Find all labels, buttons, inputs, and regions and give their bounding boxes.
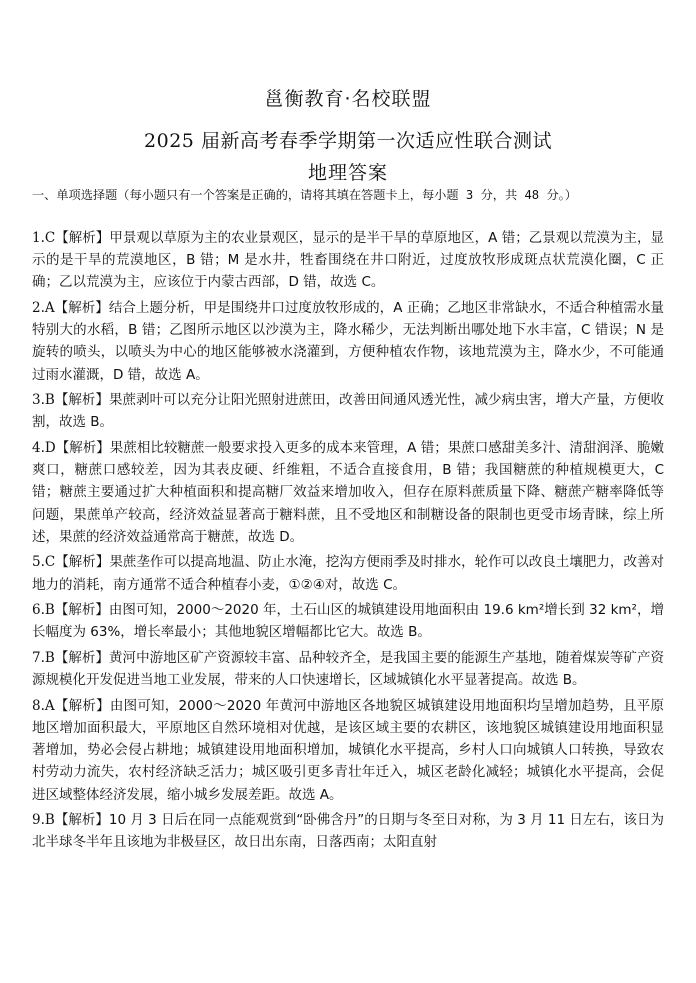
answer-number: 6.B — [32, 602, 55, 619]
organization-name: 邕衡教育·名校联盟 — [264, 88, 432, 110]
answer-number: 4.D — [32, 440, 56, 456]
answer-item — [32, 551, 664, 595]
answer-item — [32, 599, 664, 643]
answer-number: 5.C — [32, 554, 56, 571]
answer-item — [32, 695, 664, 806]
exam-title: 2025 届新高考春季学期第一次适应性联合测试 — [144, 130, 552, 152]
section-heading: 一、单项选择题（每小题只有一个答案是正确的，请将其填在答题卡上，每小题 3 分，共 48 分。） — [32, 188, 577, 202]
answer-number: 7.B — [32, 650, 55, 666]
answer-text: 【解析】结合上题分析，甲是围绕井口过度放牧形成的，A 正确；乙地区非常缺水，不适合种植需水量特别大的水稻，B 错；乙图所示地区以沙漠为主，降水稀少，无法判断出哪处地下水丰富，C 错误；N 是旋转的喷头，以喷头为中心的地区能够被水浇灌到，方便种植农作物，该地荒漠为主，降水少，不可能通过雨水灌溉，D 错，故选 A。 — [32, 300, 664, 383]
answer-item — [32, 809, 664, 853]
answer-item — [32, 389, 664, 433]
answer-text: 【解析】果蔗剥叶可以充分让阳光照射进蔗田，改善田间通风透光性，减少病虫害，增大产量，方便收割，故选 B。 — [32, 392, 664, 431]
answer-text: 【解析】由图可知，2000～2020 年，土石山区的城镇建设用地面积由 19.6 km²增长到 32 km²，增长幅度为 63%，增长率最小；其他地貌区增幅都比它大。故选 B。 — [32, 602, 664, 641]
answer-item — [32, 297, 664, 386]
answer-number: 9.B — [32, 812, 55, 829]
answer-text: 【解析】10 月 3 日后在同一点能观赏到“卧佛含丹”的日期与冬至日对称，为 3 月 11 日左右，该日为北半球冬半年且该地为非极昼区，故日出东南，日落西南；太阳直射 — [32, 812, 664, 851]
answer-item — [32, 437, 664, 548]
answer-text: 【解析】由图可知，2000～2020 年黄河中游地区各地貌区城镇建设用地面积均呈增加趋势，且平原地区增加面积最大，平原地区自然环境相对优越，是该区域主要的农耕区，该地貌区城镇建设用地面积显著增加，势必会侵占耕地；城镇建设用地面积增加，城镇化水平提高，乡村人口向城镇人口转换，导致农村劳动力流失，农村经济缺乏活力；城区吸引更多青壮年迁入，城区老龄化减轻；城镇化水平提高，会促进区域整体经济发展，缩小城乡发展差距。故选 A。 — [32, 697, 664, 803]
exam-subtitle: 地理答案 — [307, 162, 388, 184]
answer-text: 【解析】果蔗相比较糖蔗一般要求投入更多的成本来管理，A 错；果蔗口感甜美多汁、清甜润泽、脆嫩爽口，糖蔗口感较差，因为其表皮硬、纤维粗，不适合直接食用，B 错；我国糖蔗的种植规模更大，C 错；糖蔗主要通过扩大种植面积和提高糖厂效益来增加收入，但存在原料蔗质量下降、糖蔗产糖率降低等问题，果蔗单产较高，经济效益显著高于糖料蔗，且不受地区和制糖设备的限制也更受市场青睐，综上所述，果蔗的经济效益通常高于糖蔗，故选 D。 — [32, 440, 664, 545]
answer-item — [32, 647, 664, 691]
answer-number: 1.C — [32, 230, 56, 246]
answer-list — [32, 227, 664, 854]
answer-text: 【解析】果蔗垄作可以提高地温、防止水淹，挖沟方便雨季及时排水，轮作可以改良土壤肥力，改善对地力的消耗，南方通常不适合种植春小麦，①②④对，故选 C。 — [32, 554, 664, 593]
answer-number: 8.A — [32, 697, 55, 714]
answer-text: 【解析】甲景观以草原为主的农业景观区，显示的是半干旱的草原地区，A 错；乙景观以荒漠为主，显示的是干旱的荒漠地区，B 错；M 是水井，牲畜围绕在井口附近，过度放牧形成斑点状荒漠化圈，C 正确；乙以荒漠为主，应该位于内蒙古西部，D 错，故选 C。 — [32, 230, 664, 291]
answer-number: 3.B — [32, 392, 55, 409]
answer-item — [32, 227, 664, 294]
answer-number: 2.A — [32, 300, 55, 316]
answer-text: 【解析】黄河中游地区矿产资源较丰富、品种较齐全，是我国主要的能源生产基地，随着煤炭等矿产资源规模化开发促进当地工业发展，带来的人口快速增长，区域城镇化水平显著提高。故选 B。 — [32, 650, 664, 689]
